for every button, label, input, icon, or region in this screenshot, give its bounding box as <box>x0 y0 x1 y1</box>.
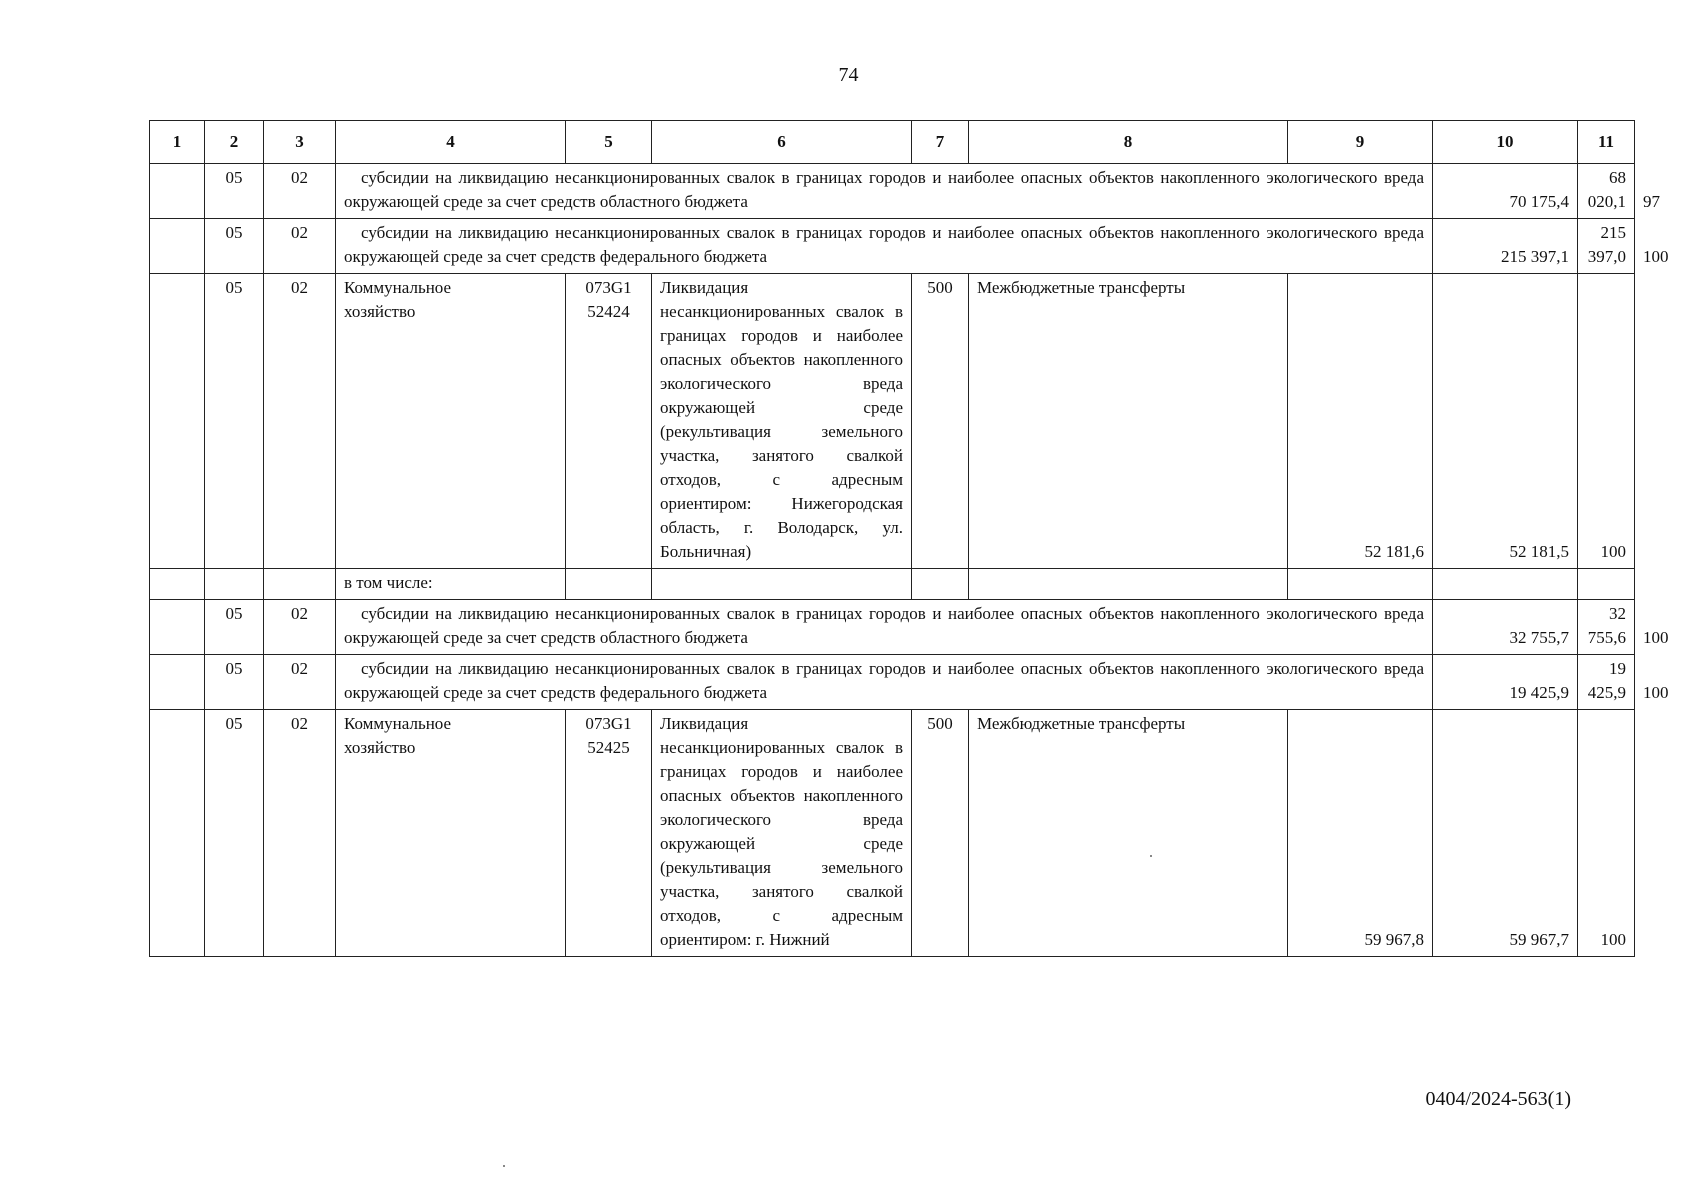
cell-actual: 19 425,9 <box>1578 655 1635 710</box>
header-cell: 3 <box>264 121 336 164</box>
header-cell: 5 <box>566 121 652 164</box>
cell-planned: 19 425,9 <box>1433 655 1578 710</box>
cell-subsection: 02 <box>264 710 336 957</box>
cell-empty <box>150 710 205 957</box>
cell-subsidy-text: субсидии на ликвидацию несанкционированных свалок в границах городов и наиболее опасных объектов накопленного экологического вреда окружающей среде за счет средств федерального бюджета <box>336 219 1433 274</box>
cell-section: 05 <box>205 655 264 710</box>
cell-description: Ликвидация несанкционированных свалок в границах городов и наиболее опасных объектов накопленного экологического вреда окружающей среде (рекультивация земельного участка, занятого свалкой отходов, с адресным ориентиром: г. Нижний <box>652 710 912 957</box>
cell-code <box>566 710 652 957</box>
cell-actual: 68 020,1 <box>1578 164 1635 219</box>
header-cell: 4 <box>336 121 566 164</box>
cell-code <box>566 274 652 569</box>
cell-subsidy-text: субсидии на ликвидацию несанкционированных свалок в границах городов и наиболее опасных объектов накопленного экологического вреда окружающей среде за счет средств областного бюджета <box>336 600 1433 655</box>
header-cell: 2 <box>205 121 264 164</box>
cell-section: 05 <box>205 600 264 655</box>
cell-planned: 32 755,7 <box>1433 600 1578 655</box>
table-row <box>150 569 1635 600</box>
cell-subsection: 02 <box>264 164 336 219</box>
document-code: 0404/2024-563(1) <box>1425 1088 1571 1110</box>
cell-subsection: 02 <box>264 219 336 274</box>
cell-planned: 215 397,1 <box>1433 219 1578 274</box>
cell-percent: 100 <box>1578 274 1635 569</box>
cell-type-code: 500 <box>912 710 969 957</box>
table-row <box>150 274 1635 569</box>
cell-empty <box>1578 569 1635 600</box>
header-cell: 1 <box>150 121 205 164</box>
code-part: 52425 <box>587 738 630 757</box>
table-row: 05 02 субсидии на ликвидацию несанкционированных свалок в границах городов и наиболее опасных объектов накопленного экологического вреда окружающей среде за счет средств областного бюджета 70 175,4 68 020,1 97 <box>150 164 1635 219</box>
cell-including-note: в том числе: <box>336 569 566 600</box>
cell-empty <box>912 569 969 600</box>
cell-empty <box>150 219 205 274</box>
cell-empty <box>1288 569 1433 600</box>
cell-section: 05 <box>205 164 264 219</box>
cell-actual: 59 967,7 <box>1433 710 1578 957</box>
cell-category: Коммунальное хозяйство <box>336 274 566 569</box>
cell-empty <box>205 569 264 600</box>
header-cell: 9 <box>1288 121 1433 164</box>
scan-speck <box>1150 855 1152 857</box>
cell-planned: 59 967,8 <box>1288 710 1433 957</box>
cell-type-name: Межбюджетные трансферты <box>969 274 1288 569</box>
cell-subsection: 02 <box>264 274 336 569</box>
header-cell: 10 <box>1433 121 1578 164</box>
cell-section: 05 <box>205 219 264 274</box>
code-part: 52424 <box>587 302 630 321</box>
cell-actual: 32 755,6 <box>1578 600 1635 655</box>
cell-empty <box>264 569 336 600</box>
cell-planned: 52 181,6 <box>1288 274 1433 569</box>
cell-section: 05 <box>205 274 264 569</box>
code-part: 073G1 <box>585 714 632 733</box>
header-cell: 8 <box>969 121 1288 164</box>
cell-section: 05 <box>205 710 264 957</box>
cell-empty <box>150 164 205 219</box>
table-row: 05 02 субсидии на ликвидацию несанкционированных свалок в границах городов и наиболее опасных объектов накопленного экологического вреда окружающей среде за счет средств федерального бюджета 19 425,9 19 425,9 100 <box>150 655 1635 710</box>
cell-empty <box>969 569 1288 600</box>
scan-speck <box>503 1165 505 1167</box>
cell-empty <box>150 655 205 710</box>
cell-percent: 100 <box>1578 710 1635 957</box>
cell-empty <box>1433 569 1578 600</box>
cell-actual: 215 397,0 <box>1578 219 1635 274</box>
cell-subsection: 02 <box>264 600 336 655</box>
cell-empty <box>150 600 205 655</box>
cell-type-name: Межбюджетные трансферты <box>969 710 1288 957</box>
header-cell: 11 <box>1578 121 1635 164</box>
cell-subsidy-text: субсидии на ликвидацию несанкционированных свалок в границах городов и наиболее опасных объектов накопленного экологического вреда окружающей среде за счет средств областного бюджета <box>336 164 1433 219</box>
table-row <box>150 710 1635 957</box>
code-part: 073G1 <box>585 278 632 297</box>
table-row: 05 02 субсидии на ликвидацию несанкционированных свалок в границах городов и наиболее опасных объектов накопленного экологического вреда окружающей среде за счет средств федерального бюджета 215 397,1 215 397,0 100 <box>150 219 1635 274</box>
cell-empty <box>652 569 912 600</box>
cell-subsection: 02 <box>264 655 336 710</box>
header-row <box>150 121 1635 164</box>
cell-actual: 52 181,5 <box>1433 274 1578 569</box>
cell-empty <box>566 569 652 600</box>
budget-table <box>149 120 1669 957</box>
cell-subsidy-text: субсидии на ликвидацию несанкционированных свалок в границах городов и наиболее опасных объектов накопленного экологического вреда окружающей среде за счет средств федерального бюджета <box>336 655 1433 710</box>
cell-type-code: 500 <box>912 274 969 569</box>
cell-category: Коммунальное хозяйство <box>336 710 566 957</box>
header-cell: 6 <box>652 121 912 164</box>
cell-description: Ликвидация несанкционированных свалок в границах городов и наиболее опасных объектов накопленного экологического вреда окружающей среде (рекультивация земельного участка, занятого свалкой отходов, с адресным ориентиром: Нижегородская область, г. Володарск, ул. Больничная) <box>652 274 912 569</box>
cell-planned: 70 175,4 <box>1433 164 1578 219</box>
table-row: 05 02 субсидии на ликвидацию несанкционированных свалок в границах городов и наиболее опасных объектов накопленного экологического вреда окружающей среде за счет средств областного бюджета 32 755,7 32 755,6 100 <box>150 600 1635 655</box>
header-cell: 7 <box>912 121 969 164</box>
cell-empty <box>150 569 205 600</box>
cell-empty <box>150 274 205 569</box>
page-number: 74 <box>838 64 859 86</box>
